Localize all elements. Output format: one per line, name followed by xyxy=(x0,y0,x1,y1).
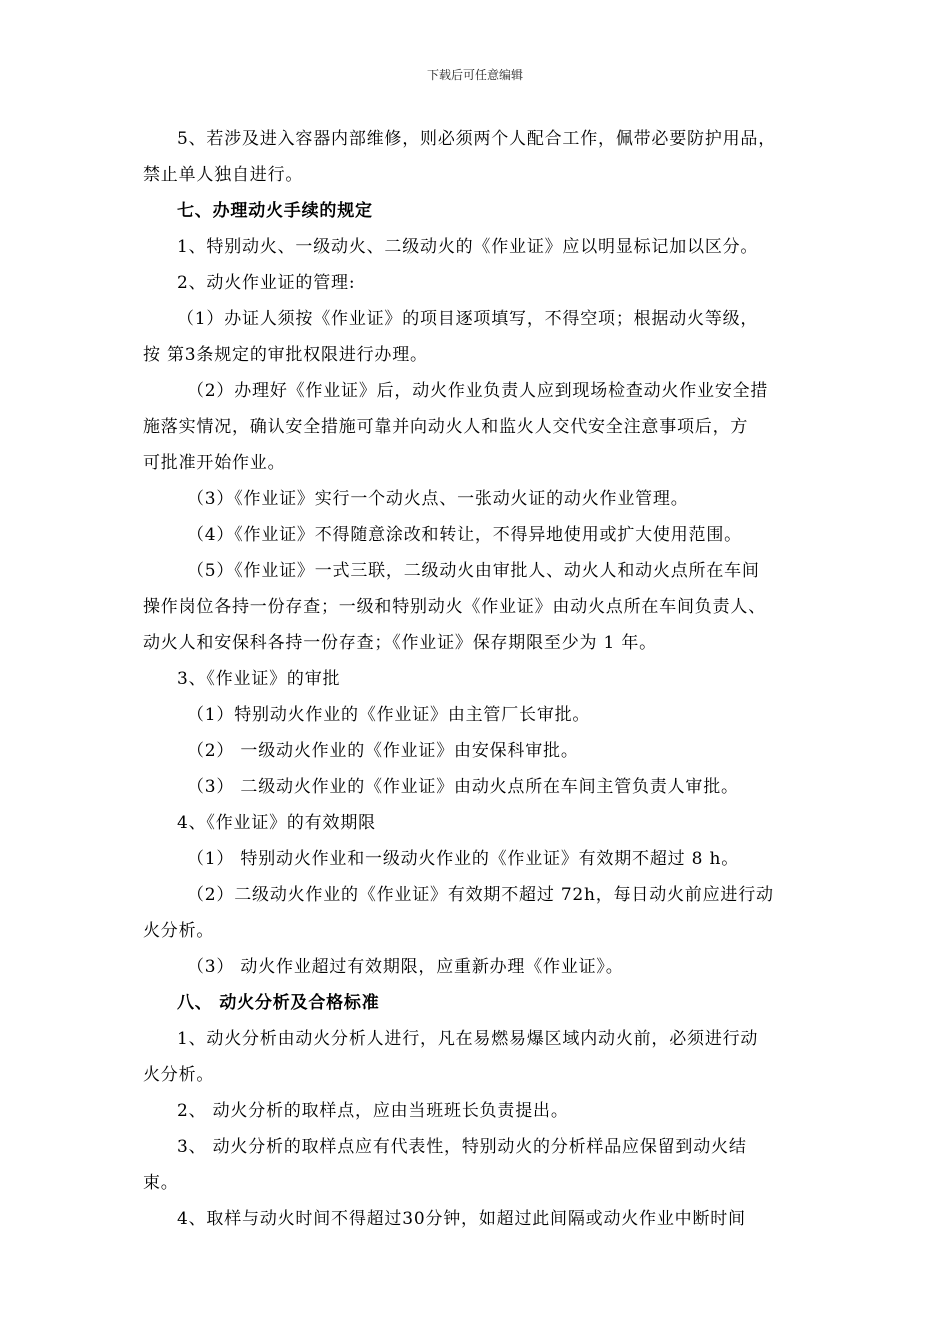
paragraph-line: （5）《作业证》一式三联，二级动火由审批人、动火人和动火点所在车间 xyxy=(187,561,760,581)
paragraph-line: （1）办证人须按《作业证》的项目逐项填写，不得空项；根据动火等级， xyxy=(177,309,759,329)
paragraph-line: （3） 动火作业超过有效期限，应重新办理《作业证》。 xyxy=(187,957,624,977)
paragraph-line: 施落实情况，确认安全措施可靠并向动火人和监火人交代安全注意事项后，方 xyxy=(143,417,749,437)
paragraph-line: （3） 二级动火作业的《作业证》由动火点所在车间主管负责人审批。 xyxy=(187,777,739,797)
section-heading: 八、 动火分析及合格标准 xyxy=(177,993,380,1013)
paragraph-line: （4）《作业证》不得随意涂改和转让，不得异地使用或扩大使用范围。 xyxy=(187,525,742,545)
paragraph-line: 4、《作业证》的有效期限 xyxy=(177,813,376,833)
paragraph-line: 禁止单人独自进行。 xyxy=(143,165,304,185)
paragraph-line: 4、取样与动火时间不得超过30分钟，如超过此间隔或动火作业中断时间 xyxy=(177,1209,746,1229)
paragraph-line: 火分析。 xyxy=(143,1065,215,1085)
page-header: 下载后可任意编辑 xyxy=(426,68,523,82)
paragraph-line: （3）《作业证》实行一个动火点、一张动火证的动火作业管理。 xyxy=(187,489,689,509)
paragraph-line: 按 第3条规定的审批权限进行办理。 xyxy=(143,345,428,365)
paragraph-line: （1） 特别动火作业和一级动火作业的《作业证》有效期不超过 8 h。 xyxy=(187,849,739,869)
paragraph-line: （1）特别动火作业的《作业证》由主管厂长审批。 xyxy=(187,705,591,725)
paragraph-line: （2）二级动火作业的《作业证》有效期不超过 72h，每日动火前应进行动 xyxy=(187,885,774,905)
paragraph-line: 1、动火分析由动火分析人进行，凡在易燃易爆区域内动火前，必须进行动 xyxy=(177,1029,759,1049)
paragraph-line: 可批准开始作业。 xyxy=(143,453,286,473)
paragraph-line: 束。 xyxy=(143,1173,179,1193)
section-heading: 七、办理动火手续的规定 xyxy=(177,201,373,221)
paragraph-line: 2、 动火分析的取样点，应由当班班长负责提出。 xyxy=(177,1101,569,1121)
paragraph-line: （2）办理好《作业证》后，动火作业负责人应到现场检查动火作业安全措 xyxy=(187,381,769,401)
paragraph-line: 操作岗位各持一份存查；一级和特别动火《作业证》由动火点所在车间负责人、 xyxy=(143,597,766,617)
paragraph-line: 2、动火作业证的管理: xyxy=(177,273,356,293)
paragraph-line: （2） 一级动火作业的《作业证》由安保科审批。 xyxy=(187,741,579,761)
paragraph-line: 1、特别动火、一级动火、二级动火的《作业证》应以明显标记加以区分。 xyxy=(177,237,759,257)
paragraph-line: 动火人和安保科各持一份存查；《作业证》保存期限至少为 1 年。 xyxy=(143,633,657,653)
paragraph-line: 火分析。 xyxy=(143,921,215,941)
paragraph-line: 3、 动火分析的取样点应有代表性，特别动火的分析样品应保留到动火结 xyxy=(177,1137,747,1157)
document-body xyxy=(143,121,823,1237)
paragraph-line: 3、《作业证》的审批 xyxy=(177,669,341,689)
paragraph-line: 5、若涉及进入容器内部维修，则必须两个人配合工作，佩带必要防护用品， xyxy=(177,129,777,149)
